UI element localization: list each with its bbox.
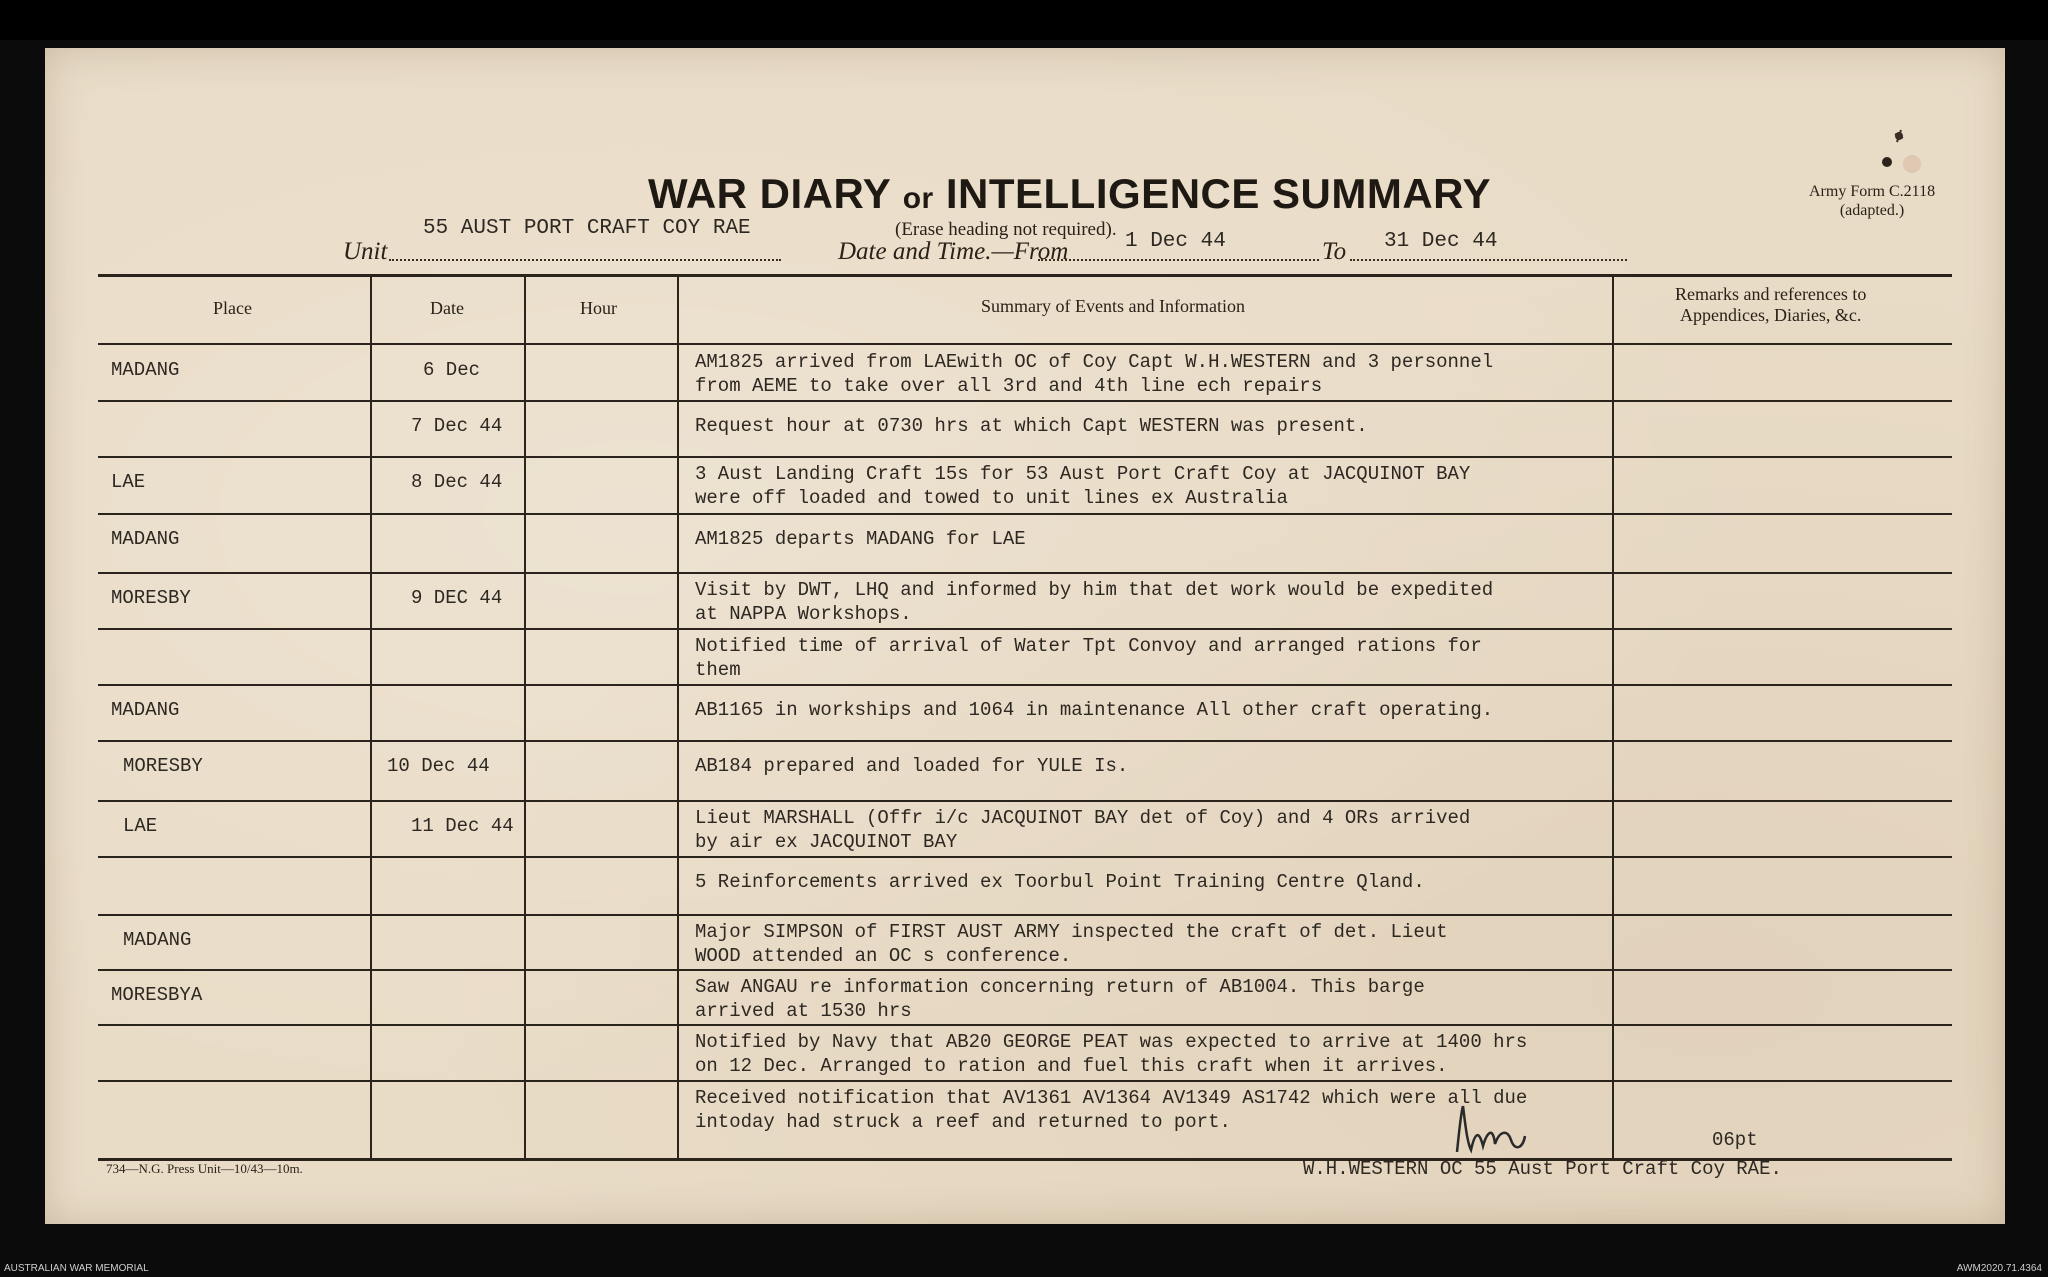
title-or: or [902, 182, 934, 215]
column-header-place: Place [213, 298, 252, 318]
place-cell: MADANG [111, 359, 180, 381]
row-rule [98, 740, 1952, 742]
row-rule [98, 400, 1952, 402]
summary-line-2: them [695, 659, 741, 681]
summary-line-1: Lieut MARSHALL (Offr i/c JACQUINOT BAY det of Coy) and 4 ORs arrived [695, 807, 1471, 829]
summary-line-1: Visit by DWT, LHQ and informed by him that det work would be expedited [695, 579, 1494, 601]
summary-line-1: AM1825 departs MADANG for LAE [695, 528, 1026, 550]
summary-line-2: WOOD attended an OC s conference. [695, 945, 1072, 967]
summary-line-1: AB184 prepared and loaded for YULE Is. [695, 755, 1129, 777]
unit-value: 55 AUST PORT CRAFT COY RAE [423, 217, 751, 240]
remarks-header-line-1: Remarks and references to [1675, 284, 1867, 304]
row-rule [98, 1024, 1952, 1026]
date-time-label: Date and Time.—From [838, 238, 1069, 265]
punch-hole-marks [1857, 116, 1927, 176]
from-date-value: 1 Dec 44 [1125, 230, 1226, 253]
archive-reference: AWM2020.71.4364 [1956, 1263, 2042, 1274]
place-cell: MADANG [123, 929, 192, 951]
summary-line-1: Saw ANGAU re information concerning return of AB1004. This barge [695, 976, 1425, 998]
column-header-summary: Summary of Events and Information [981, 296, 1245, 316]
row-rule [98, 456, 1952, 458]
page-title [648, 170, 1491, 218]
summary-line-1: Received notification that AV1361 AV1364 AV1349 AS1742 which were all due [695, 1087, 1528, 1109]
summary-line-1: 3 Aust Landing Craft 15s for 53 Aust Port Craft Coy at JACQUINOT BAY [695, 463, 1471, 485]
print-code: 734—N.G. Press Unit—10/43—10m. [106, 1161, 303, 1176]
summary-line-1: Request hour at 0730 hrs at which Capt WESTERN was present. [695, 415, 1368, 437]
summary-line-1: 5 Reinforcements arrived ex Toorbul Point Training Centre Qland. [695, 871, 1425, 893]
title-part1: WAR DIARY [648, 170, 891, 217]
place-cell: MADANG [111, 699, 180, 721]
summary-line-2: intoday had struck a reef and returned to port. [695, 1111, 1231, 1133]
date-cell: 9 DEC 44 [411, 587, 503, 609]
to-dotted-line [1350, 259, 1627, 261]
to-date-value: 31 Dec 44 [1384, 230, 1498, 253]
title-part2: INTELLIGENCE SUMMARY [945, 170, 1491, 217]
place-cell: LAE [111, 471, 146, 493]
summary-line-2: were off loaded and towed to unit lines ex Australia [695, 487, 1288, 509]
row-rule [98, 914, 1952, 916]
row-rule [98, 1080, 1952, 1082]
row-rule [98, 684, 1952, 686]
summary-line-1: AB1165 in workships and 1064 in maintenance All other craft operating. [695, 699, 1494, 721]
row-rule [98, 800, 1952, 802]
row-rule [98, 856, 1952, 858]
place-cell: LAE [123, 815, 158, 837]
date-cell: 6 Dec [423, 359, 481, 381]
date-cell: 11 Dec 44 [411, 815, 514, 837]
top-black-bar [0, 0, 2048, 40]
summary-line-1: Major SIMPSON of FIRST AUST ARMY inspected the craft of det. Lieut [695, 921, 1448, 943]
from-dotted-line [1038, 259, 1319, 261]
summary-line-2: at NAPPA Workshops. [695, 603, 912, 625]
table-top-rule [98, 274, 1952, 277]
remarks-header-line-2: Appendices, Diaries, &c. [1679, 305, 1862, 325]
column-header-date: Date [430, 298, 464, 318]
signature-block: W.H.WESTERN OC 55 Aust Port Craft Coy RAE. [1303, 1158, 1782, 1180]
archive-credit: AUSTRALIAN WAR MEMORIAL [4, 1263, 149, 1274]
row-rule [98, 969, 1952, 971]
date-cell: 10 Dec 44 [387, 755, 490, 777]
summary-line-2: by air ex JACQUINOT BAY [695, 831, 958, 853]
date-cell: 8 Dec 44 [411, 471, 503, 493]
row-rule [98, 513, 1952, 515]
war-diary-sheet [45, 48, 2005, 1224]
place-cell: MORESBYA [111, 984, 203, 1006]
summary-line-1: AM1825 arrived from LAEwith OC of Coy Capt W.H.WESTERN and 3 personnel [695, 351, 1494, 373]
row-rule [98, 628, 1952, 630]
column-header-hour: Hour [580, 298, 617, 318]
erase-note: (Erase heading not required). [895, 219, 1117, 240]
unit-dotted-line [389, 259, 781, 261]
column-header-remarks [1675, 284, 1866, 326]
date-cell: 7 Dec 44 [411, 415, 503, 437]
army-form-number [1809, 182, 1935, 220]
place-cell: MORESBY [111, 587, 191, 609]
handwritten-signature [1449, 1102, 1539, 1162]
place-cell: MORESBY [123, 755, 203, 777]
place-cell: MADANG [111, 528, 180, 550]
row-rule [98, 572, 1952, 574]
summary-line-1: Notified by Navy that AB20 GEORGE PEAT was expected to arrive at 1400 hrs [695, 1031, 1528, 1053]
summary-line-2: arrived at 1530 hrs [695, 1000, 912, 1022]
summary-line-2: from AEME to take over all 3rd and 4th line ech repairs [695, 375, 1323, 397]
form-line-2: (adapted.) [1839, 202, 1905, 219]
remarks-last-entry: 06pt [1712, 1129, 1758, 1151]
unit-label: Unit [343, 238, 388, 265]
to-label: To [1322, 238, 1347, 265]
summary-line-2: on 12 Dec. Arranged to ration and fuel this craft when it arrives. [695, 1055, 1448, 1077]
form-line-1: Army Form C.2118 [1809, 183, 1936, 200]
summary-line-1: Notified time of arrival of Water Tpt Convoy and arranged rations for [695, 635, 1482, 657]
header-bottom-rule [98, 343, 1952, 345]
